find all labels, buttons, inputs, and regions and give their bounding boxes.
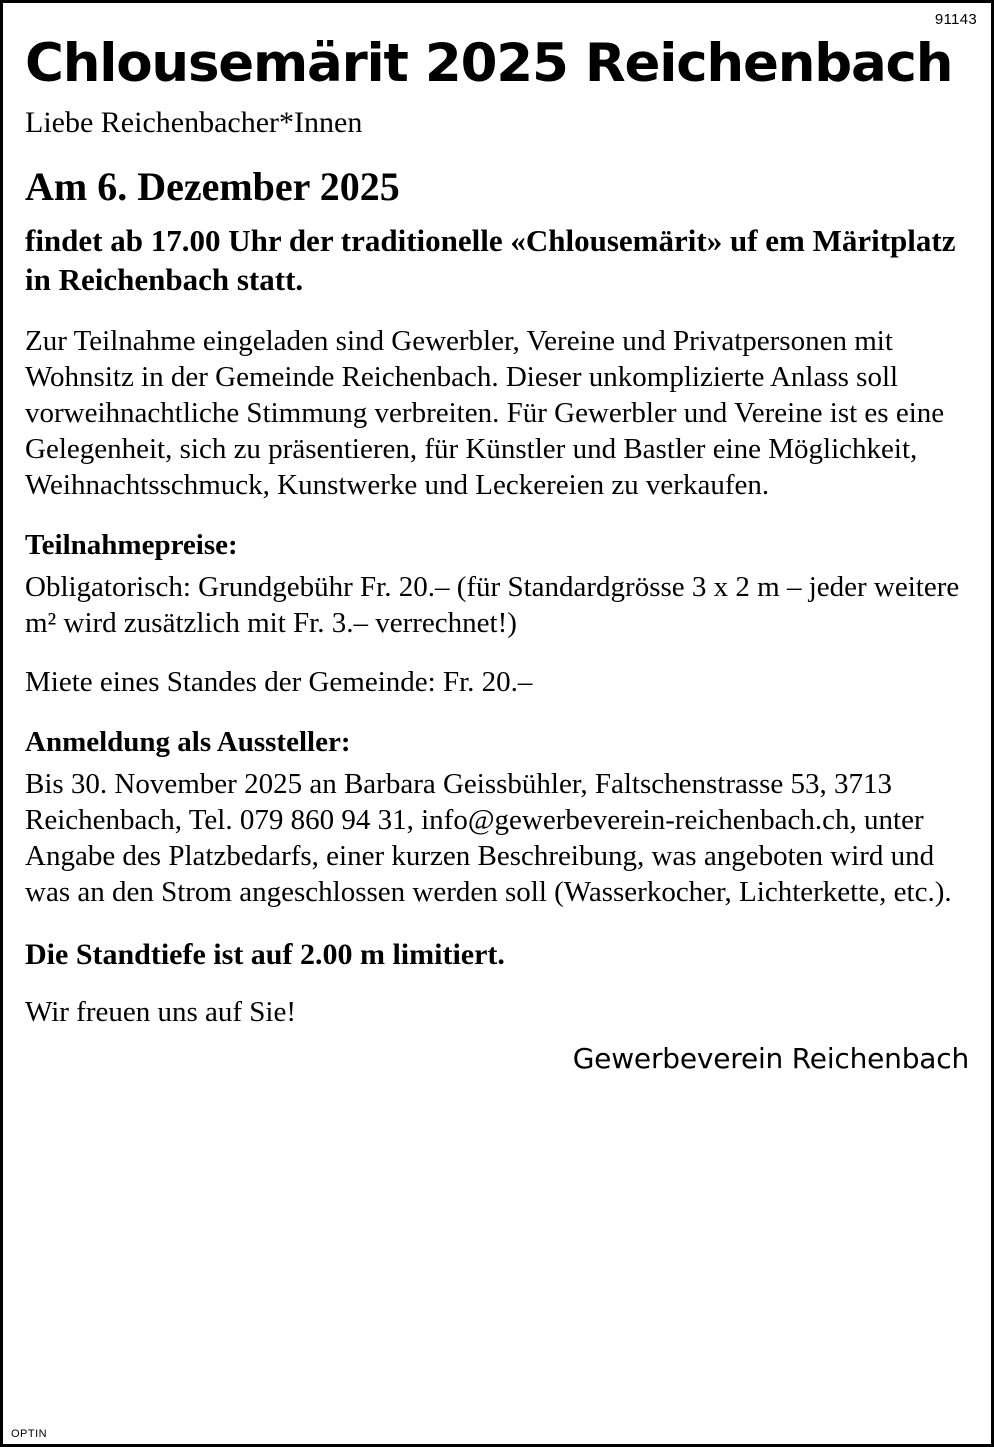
- page-title: Chlousemärit 2025 Reichenbach: [25, 33, 953, 94]
- event-lead-text: findet ab 17.00 Uhr der traditionelle «Chlousemärit» uf em Märitplatz in Reichenbach statt.: [25, 222, 956, 298]
- prices-heading: [25, 528, 969, 564]
- prices-label-colon: :: [228, 528, 238, 561]
- registration-heading: Anmeldung als Aussteller:: [25, 726, 351, 759]
- rent-text: Miete eines Standes der Gemeinde: Fr. 20.–: [25, 666, 533, 699]
- signature-text: Gewerbeverein Reichenbach: [572, 1041, 969, 1075]
- salutation-text: Liebe Reichenbacher*Innen: [25, 106, 363, 139]
- intro-paragraph: Zur Teilnahme eingeladen sind Gewerbler, Vereine und Privatpersonen mit Wohnsitz in der Gemeinde Reichenbach. Dieser unkomplizierte Anlass soll vorweihnachtliche Stimmung verbreiten. Für Gewerbler und Vereine ist es eine Gelegenheit, sich zu präsentieren, für Künstler und Bastler eine Möglichkeit, Weihnachtsschmuck, Kunstwerke und Leckereien zu verkaufen.: [25, 324, 945, 501]
- footer-code: OPTIN: [11, 1428, 48, 1440]
- prices-label: Teilnahmepreise: [25, 528, 229, 561]
- prices-text: Obligatorisch: Grundgebühr Fr. 20.– (für Standardgrösse 3 x 2 m – jeder weitere m² wird zusätzlich mit Fr. 3.– verrechnet!): [25, 570, 960, 639]
- reference-number: 91143: [934, 11, 977, 28]
- event-date: Am 6. Dezember 2025: [25, 163, 400, 209]
- registration-text: Bis 30. November 2025 an Barbara Geissbühler, Faltschenstrasse 53, 3713 Reichenbach, Tel. 079 860 94 31, info@gewerbeverein-reichenbach.ch, unter Angabe des Platzbedarfs, einer kurzen Beschreibung, was angeboten wird und was an den Strom angeschlossen werden soll (Wasserkocher, Lichterkette, etc.).: [25, 768, 952, 909]
- depth-note: Die Standtiefe ist auf 2.00 m limitiert.: [25, 938, 505, 972]
- closing-text: Wir freuen uns auf Sie!: [25, 996, 297, 1029]
